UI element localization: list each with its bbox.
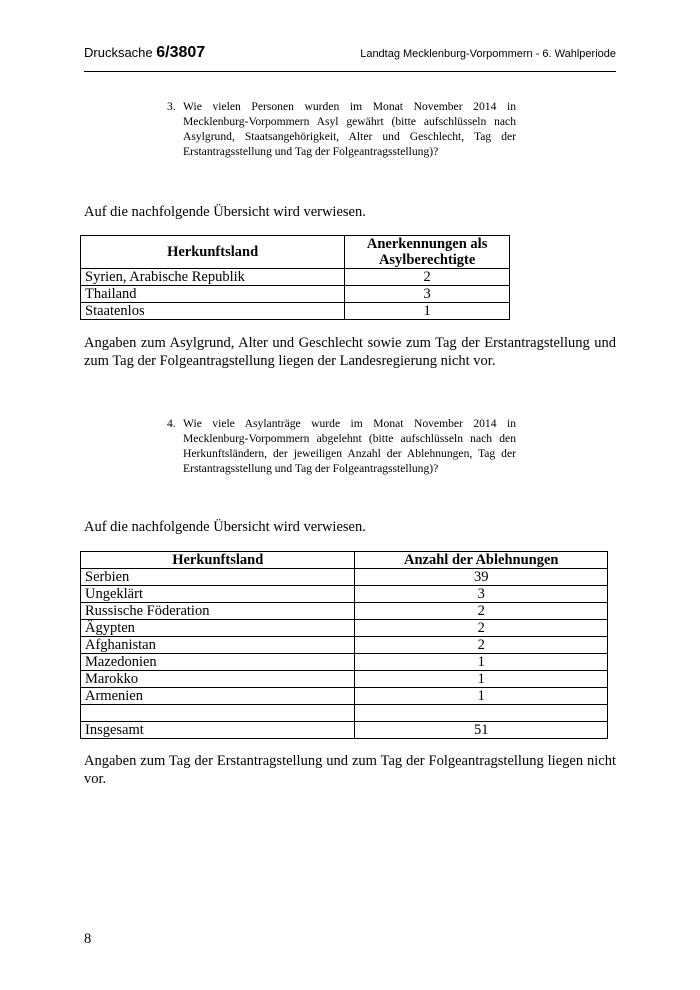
table-header-row xyxy=(81,552,608,569)
country-cell: Afghanistan xyxy=(81,637,355,654)
column-header: Herkunftsland xyxy=(81,552,355,569)
count-cell: 1 xyxy=(345,303,510,320)
answer-3-note: Angaben zum Asylgrund, Alter und Geschlecht sowie zum Tag der Erstantragstellung und zum Tag der Folgeantragstellung liegen der Landesregierung nicht vor. xyxy=(84,335,616,369)
doc-label: Drucksache xyxy=(84,45,153,60)
country-cell: Armenien xyxy=(81,688,355,705)
table-row xyxy=(81,569,608,586)
count-cell: 2 xyxy=(355,637,608,654)
count-cell: 3 xyxy=(345,286,510,303)
table-row xyxy=(81,269,510,286)
question-number: 3. xyxy=(167,100,176,113)
column-header: Herkunftsland xyxy=(81,236,345,269)
table-row xyxy=(81,671,608,688)
answer-4-intro: Auf die nachfolgende Übersicht wird verwiesen. xyxy=(84,519,366,535)
total-label-cell: Insgesamt xyxy=(81,722,355,739)
country-cell: Ägypten xyxy=(81,620,355,637)
country-cell: Ungeklärt xyxy=(81,586,355,603)
country-cell: Mazedonien xyxy=(81,654,355,671)
table-row xyxy=(81,286,510,303)
header-divider xyxy=(84,71,616,72)
count-cell: 1 xyxy=(355,671,608,688)
parliament-label: Landtag Mecklenburg-Vorpommern - 6. Wahlperiode xyxy=(360,48,616,60)
question-text: Wie vielen Personen wurden im Monat November 2014 in Mecklenburg-Vorpommern Asyl gewährt (bitte aufschlüsseln nach Asylgrund, Staatsangehörigkeit, Alter und Geschlecht, Tag der Erstantragsstellung und Tag der Folgeantragsstellung)? xyxy=(183,100,516,158)
table-recognitions xyxy=(80,235,510,320)
question-number: 4. xyxy=(167,417,176,430)
table-rejections xyxy=(80,551,608,739)
table-row-empty xyxy=(81,705,608,722)
count-cell: 2 xyxy=(345,269,510,286)
column-header: Anzahl der Ablehnungen xyxy=(355,552,608,569)
count-cell: 3 xyxy=(355,586,608,603)
count-cell: 2 xyxy=(355,603,608,620)
country-cell: Syrien, Arabische Republik xyxy=(81,269,345,286)
country-cell: Russische Föderation xyxy=(81,603,355,620)
column-header: Anerkennungen als Asylberechtigte xyxy=(345,236,510,269)
answer-4-note: Angaben zum Tag der Erstantragstellung und zum Tag der Folgeantragstellung liegen nicht vor. xyxy=(84,753,616,787)
doc-number: 6/3807 xyxy=(156,44,206,61)
table-header-row xyxy=(81,236,510,269)
question-text: Wie viele Asylanträge wurde im Monat November 2014 in Mecklenburg-Vorpommern abgelehnt (bitte aufschlüsseln nach den Herkunftsländern, der jeweiligen Anzahl der Ablehnungen, Tag der Erstantragsstellung und Tag der Folgeantragsstellung)? xyxy=(183,417,516,475)
count-cell: 1 xyxy=(355,688,608,705)
count-cell: 2 xyxy=(355,620,608,637)
answer-3-intro: Auf die nachfolgende Übersicht wird verwiesen. xyxy=(84,204,366,220)
count-cell: 1 xyxy=(355,654,608,671)
table-row-total xyxy=(81,722,608,739)
question-3 xyxy=(167,99,516,159)
document-id xyxy=(84,44,205,62)
table-row xyxy=(81,637,608,654)
country-cell xyxy=(81,705,355,722)
table-row xyxy=(81,620,608,637)
page-number: 8 xyxy=(84,931,92,947)
table-row xyxy=(81,303,510,320)
question-4 xyxy=(167,416,516,476)
country-cell: Marokko xyxy=(81,671,355,688)
country-cell: Staatenlos xyxy=(81,303,345,320)
country-cell: Serbien xyxy=(81,569,355,586)
table-row xyxy=(81,654,608,671)
table-row xyxy=(81,688,608,705)
page-header xyxy=(84,42,616,68)
table-row xyxy=(81,586,608,603)
count-cell xyxy=(355,705,608,722)
table-row xyxy=(81,603,608,620)
country-cell: Thailand xyxy=(81,286,345,303)
total-count-cell: 51 xyxy=(355,722,608,739)
count-cell: 39 xyxy=(355,569,608,586)
